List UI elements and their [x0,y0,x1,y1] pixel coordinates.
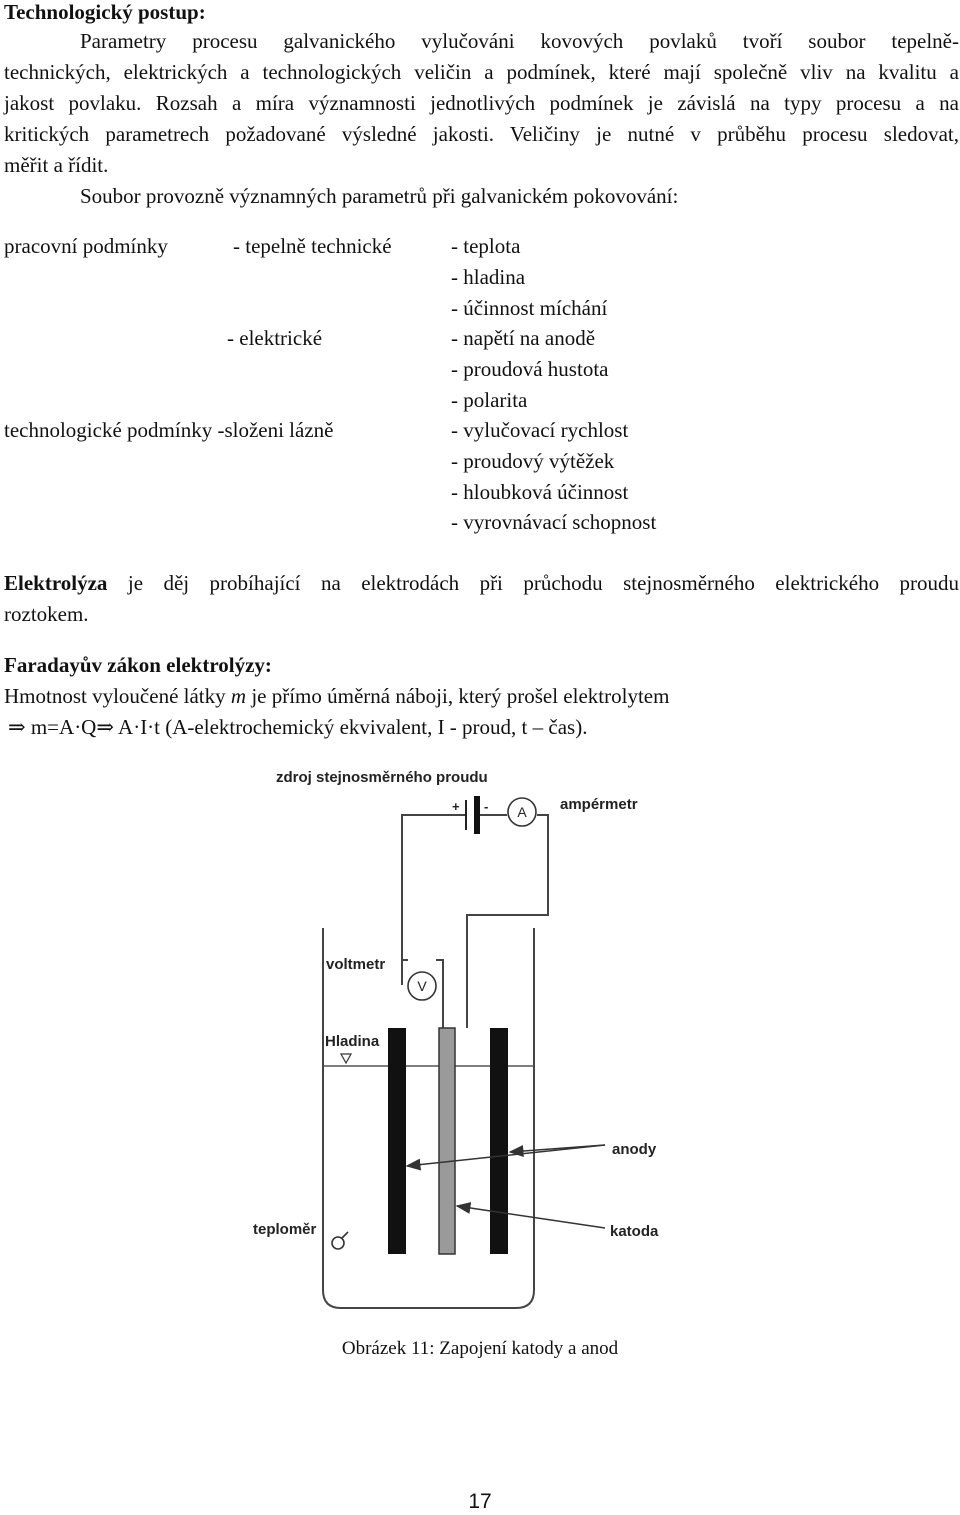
intro-line-1: Parametry procesu galvanického vylučováni kovových povlaků tvoří soubor tepelně- [80,29,959,53]
plus-sign: + [452,799,460,814]
ammeter-symbol: A [517,804,527,820]
param-sub-thermal: - tepelně technické [233,234,392,258]
param-group-working-conditions: pracovní podmínky [4,234,168,258]
intro-line-2: technických, elektrických a technologických veličin a podmínek, které mají společně vliv na kvalitu a [4,60,959,84]
thermometer-icon [332,1232,348,1249]
battery-icon [466,796,480,834]
param-item: - vyrovnávací schopnost [451,510,657,534]
intro-line-5: měřit a řídit. [4,153,109,177]
param-item: - polarita [451,388,528,412]
anode-label: anody [612,1141,657,1158]
figure-caption: Obrázek 11: Zapojení katody a anod [341,1338,619,1359]
level-marker-icon [341,1054,351,1063]
voltmeter-label: voltmetr [326,956,386,973]
intro-line-6: Soubor provozně významných parametrů při galvanickém pokovování: [80,184,679,208]
electrolysis-term: Elektrolýza [4,571,108,595]
param-item: - hloubková účinnost [451,480,629,504]
intro-line-4: kritických parametrech požadované výsledné jakosti. Veličiny je nutné v průběhu procesu sledovat, [4,122,959,146]
level-label: Hladina [325,1033,380,1050]
page-number: 17 [468,1490,492,1513]
voltmeter-symbol: V [417,978,427,994]
faraday-text-b: je přímo úměrná náboji, který prošel elektrolytem [246,684,670,708]
param-sub-electrical: - elektrické [227,326,323,350]
faraday-heading: Faradayův zákon elektrolýzy: [4,653,272,677]
param-group-technological: technologické podmínky -složeni lázně [4,418,334,442]
intro-line-3: jakost povlaku. Rozsah a míra významnosti jednotlivých podmínek je závislá na typy procesu a na [4,91,959,115]
mass-symbol: m [230,684,247,708]
anode-right [490,1028,508,1254]
param-item: - teplota [451,234,521,258]
electrolysis-line-2: roztokem. [4,602,89,626]
cathode [439,1028,455,1254]
cathode-label: katoda [610,1223,659,1240]
param-item: - hladina [451,265,526,289]
section-heading: Technologický postup: [4,0,206,24]
faraday-text-a: Hmotnost vyloučené látky [4,684,231,708]
param-item: - napětí na anodě [451,326,596,350]
minus-sign: - [484,799,489,814]
source-label: zdroj stejnosměrného proudu [276,769,488,786]
param-item: - proudový výtěžek [451,449,615,473]
ammeter-label: ampérmetr [560,796,638,813]
faraday-formula: ⇒ m=A·Q⇒ A·I·t (A-elektrochemický ekvivalent, I - proud, t – čas). [8,715,588,739]
param-item: - účinnost míchání [451,296,608,320]
param-item: - proudová hustota [451,357,609,381]
electrolysis-text: je děj probíhající na elektrodách při průchodu stejnosměrného elektrického proudu [127,571,959,595]
param-item: - vylučovací rychlost [451,418,629,442]
thermometer-label: teploměr [253,1221,317,1238]
anode-left [388,1028,406,1254]
